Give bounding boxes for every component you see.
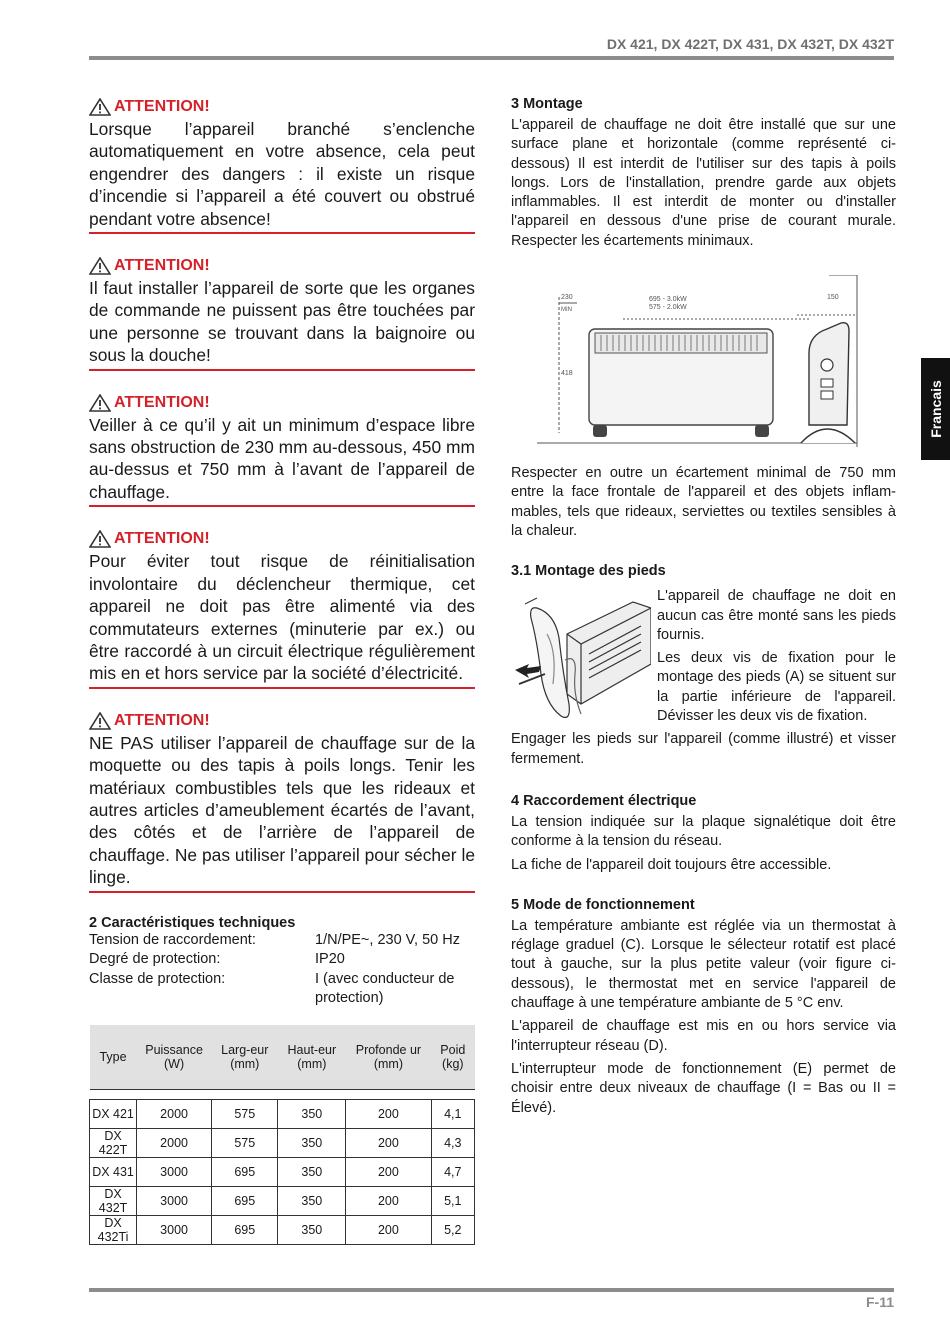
table-cell: 695 xyxy=(212,1186,278,1215)
right-column xyxy=(511,96,896,1118)
warning-text: Il faut installer l’appareil de sorte que les organes de commande ne puissent pas être touchées par une personne se trouvant dans la baignoire ou sous la douche! xyxy=(89,278,475,366)
table-header-cell: Haut-eur (mm) xyxy=(278,1025,346,1090)
warning-block xyxy=(89,710,475,893)
section-title-raccordement: 4 Raccordement électrique xyxy=(511,792,697,809)
mode-text-3: L'interrupteur mode de fonctionnement (E) permet de choisir entre deux niveaux de chauffage (I = Bas ou II = Élevé). xyxy=(511,1060,896,1116)
warning-title xyxy=(89,96,475,118)
warning-triangle-icon xyxy=(89,712,111,730)
dim-label-width-2kw: 575 - 2.0kW xyxy=(649,304,687,312)
warning-title-text: ATTENTION! xyxy=(114,393,210,411)
footer-rule xyxy=(89,1288,894,1292)
warning-text: Lorsque l’appareil branché s’enclenche automatiquement en votre absence, cela peut engendrer des dangers : il existe un risque d’incendie si l’appareil a été couvert ou obstrué pendant votre absence! xyxy=(89,119,475,229)
table-cell: DX 432Ti xyxy=(90,1215,137,1244)
table-cell: 2000 xyxy=(137,1099,212,1128)
warning-title xyxy=(89,255,475,277)
left-column xyxy=(89,96,475,1245)
table-cell: 200 xyxy=(346,1099,431,1128)
clearance-diagram xyxy=(537,275,859,447)
table-cell: 3000 xyxy=(137,1157,212,1186)
pieds-text-3: Engager les pieds sur l'appareil (comme illustré) et visser fermement. xyxy=(511,731,896,767)
header-rule xyxy=(89,56,894,60)
table-cell: 575 xyxy=(212,1128,278,1157)
header-models: DX 421, DX 422T, DX 431, DX 432T, DX 432T xyxy=(606,36,894,52)
warning-block xyxy=(89,255,475,371)
table-cell: 3000 xyxy=(137,1186,212,1215)
warning-title xyxy=(89,392,475,414)
raccordement-text-1: La tension indiquée sur la plaque signalétique doit être conforme à la tension du réseau. xyxy=(511,813,896,850)
table-cell: 575 xyxy=(212,1099,278,1128)
table-cell: 200 xyxy=(346,1128,431,1157)
pieds-text-2: Les deux vis de fixation pour le montage des pieds (A) se situent sur la partie inférieure de l'appareil. Dévisser les deux vis de fixation. xyxy=(657,650,896,725)
table-cell: 350 xyxy=(278,1215,346,1244)
warning-text: Veiller à ce qu’il y ait un minimum d’espace libre sans obstruction de 230 mm au-dessous, 450 mm au-dessus et 750 mm à l’avant de l’appareil de chauffage. xyxy=(89,414,475,502)
table-cell: 695 xyxy=(212,1157,278,1186)
dim-label-418: 418 xyxy=(561,370,573,378)
warning-title-text: ATTENTION! xyxy=(114,711,210,729)
warning-triangle-icon xyxy=(89,530,111,548)
table-cell: 350 xyxy=(278,1099,346,1128)
section-title-montage: 3 Montage xyxy=(511,96,583,112)
section-title-specs: 2 Caractéristiques techniques xyxy=(89,914,296,931)
spec-row xyxy=(89,970,475,1009)
table-header-cell: Profonde ur (mm) xyxy=(346,1025,431,1090)
warning-title-text: ATTENTION! xyxy=(114,98,210,115)
table-cell: 4,1 xyxy=(431,1099,474,1128)
table-cell: 4,7 xyxy=(431,1157,474,1186)
spec-value: I (avec conducteur de protection) xyxy=(315,970,455,1007)
table-spacer-cell xyxy=(90,1089,475,1099)
section-title-pieds: 3.1 Montage des pieds xyxy=(511,563,666,580)
warning-title xyxy=(89,710,475,732)
table-cell: 5,1 xyxy=(431,1186,474,1215)
mode-text-2: L'appareil de chauffage est mis en ou hors service via l'interrupteur réseau (D). xyxy=(511,1018,896,1054)
spec-label: Degré de protection: xyxy=(89,951,221,968)
section-title-mode: 5 Mode de fonctionnement xyxy=(511,896,695,913)
feet-assembly-illustration xyxy=(511,594,651,730)
table-cell: DX 422T xyxy=(90,1128,137,1157)
language-tab-label: Francais xyxy=(927,380,944,438)
table-cell: 5,2 xyxy=(431,1215,474,1244)
spec-list xyxy=(89,931,475,1009)
table-header-cell: Larg-eur (mm) xyxy=(212,1025,278,1090)
montage-text: L'appareil de chauffage ne doit être installé que sur une surface plane et horizontale (comme représenté ci-dessous) Il est interdit de l'utiliser sur des tapis à poils longs. Lors de l'installation, prendre garde aux objets inflammables. Il est interdit de monter ou d'installer l'appareil en dessous d'une prise de courant murale. Respecter les écartements minimaux. xyxy=(511,117,896,249)
montage-text-2: Respecter en outre un écartement minimal de 750 mm entre la face frontale de l'appareil et des objets inflammables, tels que rideaux, serviettes ou textiles sensibles à la chaleur. xyxy=(511,465,896,539)
table-row xyxy=(90,1128,475,1157)
dim-label-150: 150 xyxy=(827,294,839,302)
table-cell: 2000 xyxy=(137,1128,212,1157)
warning-text: Pour éviter tout risque de réinitialisation involontaire du déclencheur thermique, cet appareil ne doit pas être alimenté via des commutateurs externes (minuterie par ex.) ou être raccordé à un circuit électrique régulièrement mis en et hors service par la société d’électricité. xyxy=(89,551,475,684)
table-cell: 4,3 xyxy=(431,1128,474,1157)
table-cell: 350 xyxy=(278,1128,346,1157)
warning-block xyxy=(89,96,475,234)
table-cell: 350 xyxy=(278,1186,346,1215)
table-cell: DX 431 xyxy=(90,1157,137,1186)
table-spacer xyxy=(90,1089,475,1099)
spec-label: Classe de protection: xyxy=(89,970,226,987)
raccordement-text-2: La fiche de l'appareil doit toujours être accessible. xyxy=(511,856,832,873)
table-header-row xyxy=(90,1025,475,1090)
specs-table xyxy=(89,1025,475,1245)
warning-triangle-icon xyxy=(89,394,111,412)
spec-row xyxy=(89,931,475,951)
language-tab xyxy=(921,358,950,460)
table-cell: DX 432T xyxy=(90,1186,137,1215)
table-cell: 3000 xyxy=(137,1215,212,1244)
spec-row xyxy=(89,950,475,970)
warning-title-text: ATTENTION! xyxy=(114,257,210,275)
warning-triangle-icon xyxy=(89,257,111,275)
warning-title xyxy=(89,528,475,550)
warning-block xyxy=(89,528,475,688)
table-row xyxy=(90,1099,475,1128)
spec-value: IP20 xyxy=(315,951,345,968)
table-row xyxy=(90,1215,475,1244)
table-header-cell: Puissance (W) xyxy=(137,1025,212,1090)
page-number: F-11 xyxy=(865,1294,894,1310)
table-header-cell: Type xyxy=(90,1025,137,1090)
dim-label-width-3kw: 695 - 3.0kW xyxy=(649,296,687,304)
warning-block xyxy=(89,392,475,508)
table-row xyxy=(90,1157,475,1186)
pieds-text-block xyxy=(657,587,896,726)
table-cell: 695 xyxy=(212,1215,278,1244)
warning-title-text: ATTENTION! xyxy=(114,530,210,548)
table-cell: 200 xyxy=(346,1186,431,1215)
warning-text: NE PAS utiliser l’appareil de chauffage sur de la moquette ou des tapis à poils longs. Tenir les matériaux combustibles tels que les rideaux et autres articles d’ameublement écartés de l’avant, des côtés et de l’arrière de l’appareil de chauffage. Ne pas utiliser l’appareil pour sécher le linge. xyxy=(89,732,475,888)
dim-label-230: 230 xyxy=(561,294,573,302)
spec-label: Tension de raccordement: xyxy=(89,931,256,948)
warning-triangle-icon xyxy=(89,98,111,116)
table-cell: 350 xyxy=(278,1157,346,1186)
pieds-text-1: L'appareil de chauffage ne doit en aucun cas être monté sans les pieds fournis. xyxy=(657,588,896,643)
table-row xyxy=(90,1186,475,1215)
table-header-cell: Poid (kg) xyxy=(431,1025,474,1090)
spec-value: 1/N/PE~, 230 V, 50 Hz xyxy=(315,931,460,948)
dim-label-min: MIN xyxy=(561,307,572,314)
mode-text-1: La température ambiante est réglée via un thermostat à réglage graduel (C). Lorsque le sélecteur rotatif est placé tout à gauche, sur la plus petite valeur (voir figure ci-dessous), le thermostat met en service l'appareil de chauffage à une température ambiante de 5 °C env. xyxy=(511,917,896,1012)
table-cell: DX 421 xyxy=(90,1099,137,1128)
table-cell: 200 xyxy=(346,1215,431,1244)
table-cell: 200 xyxy=(346,1157,431,1186)
